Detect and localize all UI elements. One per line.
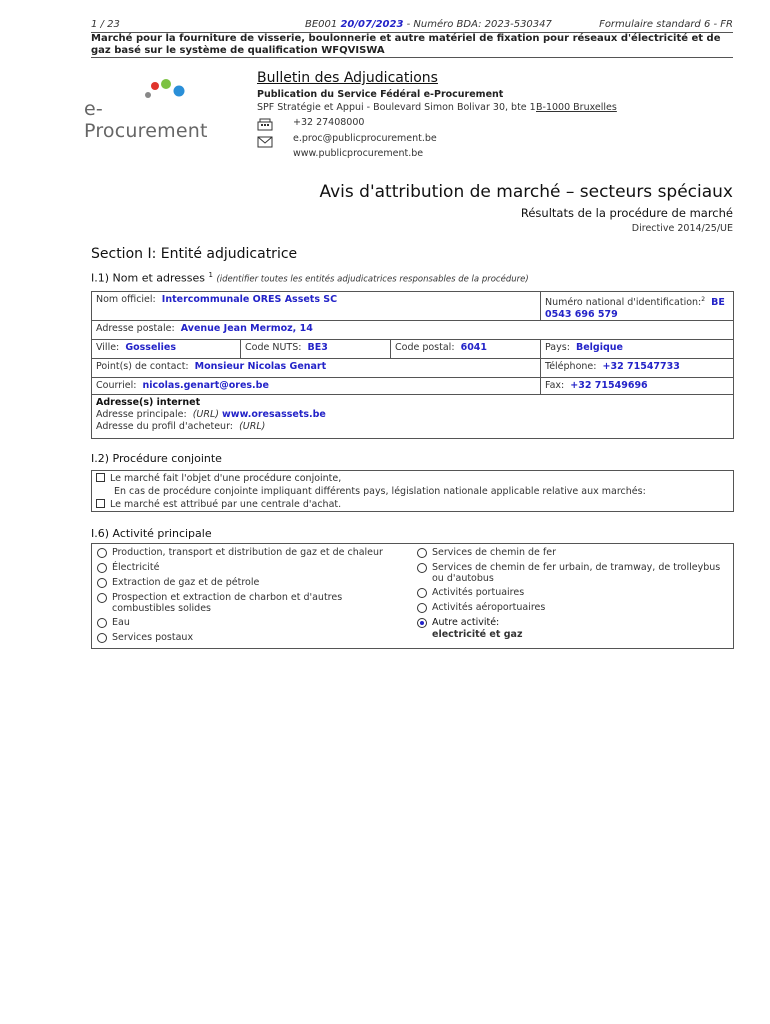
country-cell: Pays: Belgique — [540, 339, 734, 359]
joint-procedure-box — [91, 470, 734, 512]
postal-code-cell: Code postal: 6041 — [390, 339, 541, 359]
country: Belgique — [575, 342, 623, 353]
national-id: 0543 696 579 — [545, 309, 618, 321]
s16-title: I.6) Activité principale — [91, 527, 212, 540]
bulletin-title: Bulletin des Adjudications — [257, 70, 438, 86]
bulletin-phone: +32 27408000 — [293, 117, 365, 128]
envelope-icon — [257, 133, 273, 152]
activity-radio-port[interactable] — [417, 588, 427, 598]
activity-coal-label: Prospection et extraction de charbon et d'autres combustibles solides — [112, 592, 343, 614]
bulletin-address: SPF Stratégie et Appui - Boulevard Simon Bolivar 30, bte 1 — [257, 102, 536, 113]
activity-radio-other[interactable] — [417, 618, 427, 628]
postal-code: 6041 — [460, 342, 488, 353]
main-activity-box — [91, 543, 734, 649]
email-cell: Courriel: nicolas.genart@ores.be — [91, 377, 541, 395]
form-type: Formulaire standard 6 - FR — [599, 19, 733, 30]
notice-directive: Directive 2014/25/UE — [631, 223, 733, 234]
section1-title: Section I: Entité adjudicatrice — [91, 246, 298, 262]
bulletin-city: B-1000 Bruxelles — [536, 102, 617, 113]
phone-cell: Téléphone: +32 71547733 — [540, 358, 734, 378]
subject-rule — [91, 57, 733, 58]
activity-radio-electricity[interactable] — [97, 563, 107, 573]
internet-title: Adresse(s) internet — [96, 397, 201, 408]
bulletin-publisher: Publication du Service Fédéral e-Procurement — [257, 89, 504, 100]
activity-railway-label: Services de chemin de fer — [432, 547, 556, 558]
contact-cell: Point(s) de contact: Monsieur Nicolas Genart — [91, 358, 541, 378]
activity-other-label: Autre activité: — [432, 617, 500, 628]
joint-procedure-option[interactable]: Le marché fait l'objet d'une procédure conjointe, — [96, 473, 341, 484]
central-purchasing-option[interactable]: Le marché est attribué par une centrale d'achat. — [96, 499, 341, 510]
activity-radio-oil-gas[interactable] — [97, 578, 107, 588]
activity-radio-postal[interactable] — [97, 633, 107, 643]
bulletin-email[interactable]: e.proc@publicprocurement.be — [293, 133, 437, 144]
city-cell: Ville: Gosselies — [91, 339, 241, 359]
activity-radio-water[interactable] — [97, 618, 107, 628]
activity-radio-railway[interactable] — [417, 548, 427, 558]
official-name-cell: Nom officiel: Intercommunale ORES Assets SC — [91, 291, 541, 321]
postal-address: Avenue Jean Mermoz, 14 — [180, 323, 313, 334]
logo-text: e-Procurement — [84, 98, 208, 142]
e-procurement-logo — [84, 78, 224, 142]
activity-radio-airport[interactable] — [417, 603, 427, 613]
bulletin-website[interactable]: www.publicprocurement.be — [293, 148, 424, 159]
notice-subject: Marché pour la fourniture de visserie, boulonnerie et autre matériel de fixation pour réseaux d'électricité et de gaz basé sur le système de qualification WFQVISWA — [91, 33, 721, 56]
national-id-cell: Numéro national d'identification:$^2$ BE 0543 696 579 — [540, 291, 734, 321]
activity-postal-label: Services postaux — [112, 632, 194, 643]
notice-subtitle: Résultats de la procédure de marché — [520, 206, 733, 220]
phone-number: +32 71547733 — [602, 361, 680, 372]
activity-urban-transport-label: Services de chemin de fer urbain, de tramway, de trolleybus ou d'autobus — [432, 562, 721, 584]
central-purchasing-checkbox[interactable] — [96, 499, 105, 508]
contact-person: Monsieur Nicolas Genart — [194, 361, 327, 372]
postal-address-cell: Adresse postale: Avenue Jean Mermoz, 14 — [91, 320, 734, 340]
doc-date: 20/07/2023 — [340, 19, 404, 30]
activity-airport-label: Activités aéroportuaires — [432, 602, 546, 613]
fax-number: +32 71549696 — [570, 380, 648, 391]
nuts-code: BE3 — [307, 342, 328, 353]
internet-cell: Adresse(s) internet Adresse principale: (URL) www.oresassets.be Adresse du profil d'acheteur: (URL) — [91, 394, 734, 439]
activity-gas-heat-label: Production, transport et distribution de gaz et de chaleur — [112, 547, 383, 558]
fax-cell: Fax: +32 71549696 — [540, 377, 734, 395]
activity-port-label: Activités portuaires — [432, 587, 525, 598]
notice-title: Avis d'attribution de marché – secteurs spéciaux — [319, 182, 733, 202]
s12-title: I.2) Procédure conjointe — [91, 452, 222, 465]
doc-reference: BE001 20/07/2023 - Numéro BDA: 2023-530347 — [305, 19, 552, 30]
contact-email[interactable]: nicolas.genart@ores.be — [142, 380, 269, 391]
activity-electricity-label: Électricité — [112, 562, 160, 573]
activity-radio-coal[interactable] — [97, 593, 107, 603]
joint-legislation-text: En cas de procédure conjointe impliquant différents pays, législation nationale applicable relative aux marchés: — [114, 486, 646, 497]
activity-oil-gas-label: Extraction de gaz et de pétrole — [112, 577, 260, 588]
page-number: 1 / 23 — [91, 19, 120, 30]
activity-water-label: Eau — [112, 617, 130, 628]
activity-radio-gas-heat[interactable] — [97, 548, 107, 558]
joint-procedure-checkbox[interactable] — [96, 473, 105, 482]
nuts-cell: Code NUTS: BE3 — [240, 339, 391, 359]
main-address-url[interactable]: www.oresassets.be — [222, 409, 326, 420]
activity-radio-urban-transport[interactable] — [417, 563, 427, 573]
s11-title: I.1) Nom et adresses $^1$ (identifier toutes les entités adjudicatrices responsables de la procédure) — [91, 271, 529, 285]
official-name: Intercommunale ORES Assets SC — [161, 294, 338, 305]
city: Gosselies — [125, 342, 176, 353]
activity-other-value: electricité et gaz — [432, 629, 523, 640]
